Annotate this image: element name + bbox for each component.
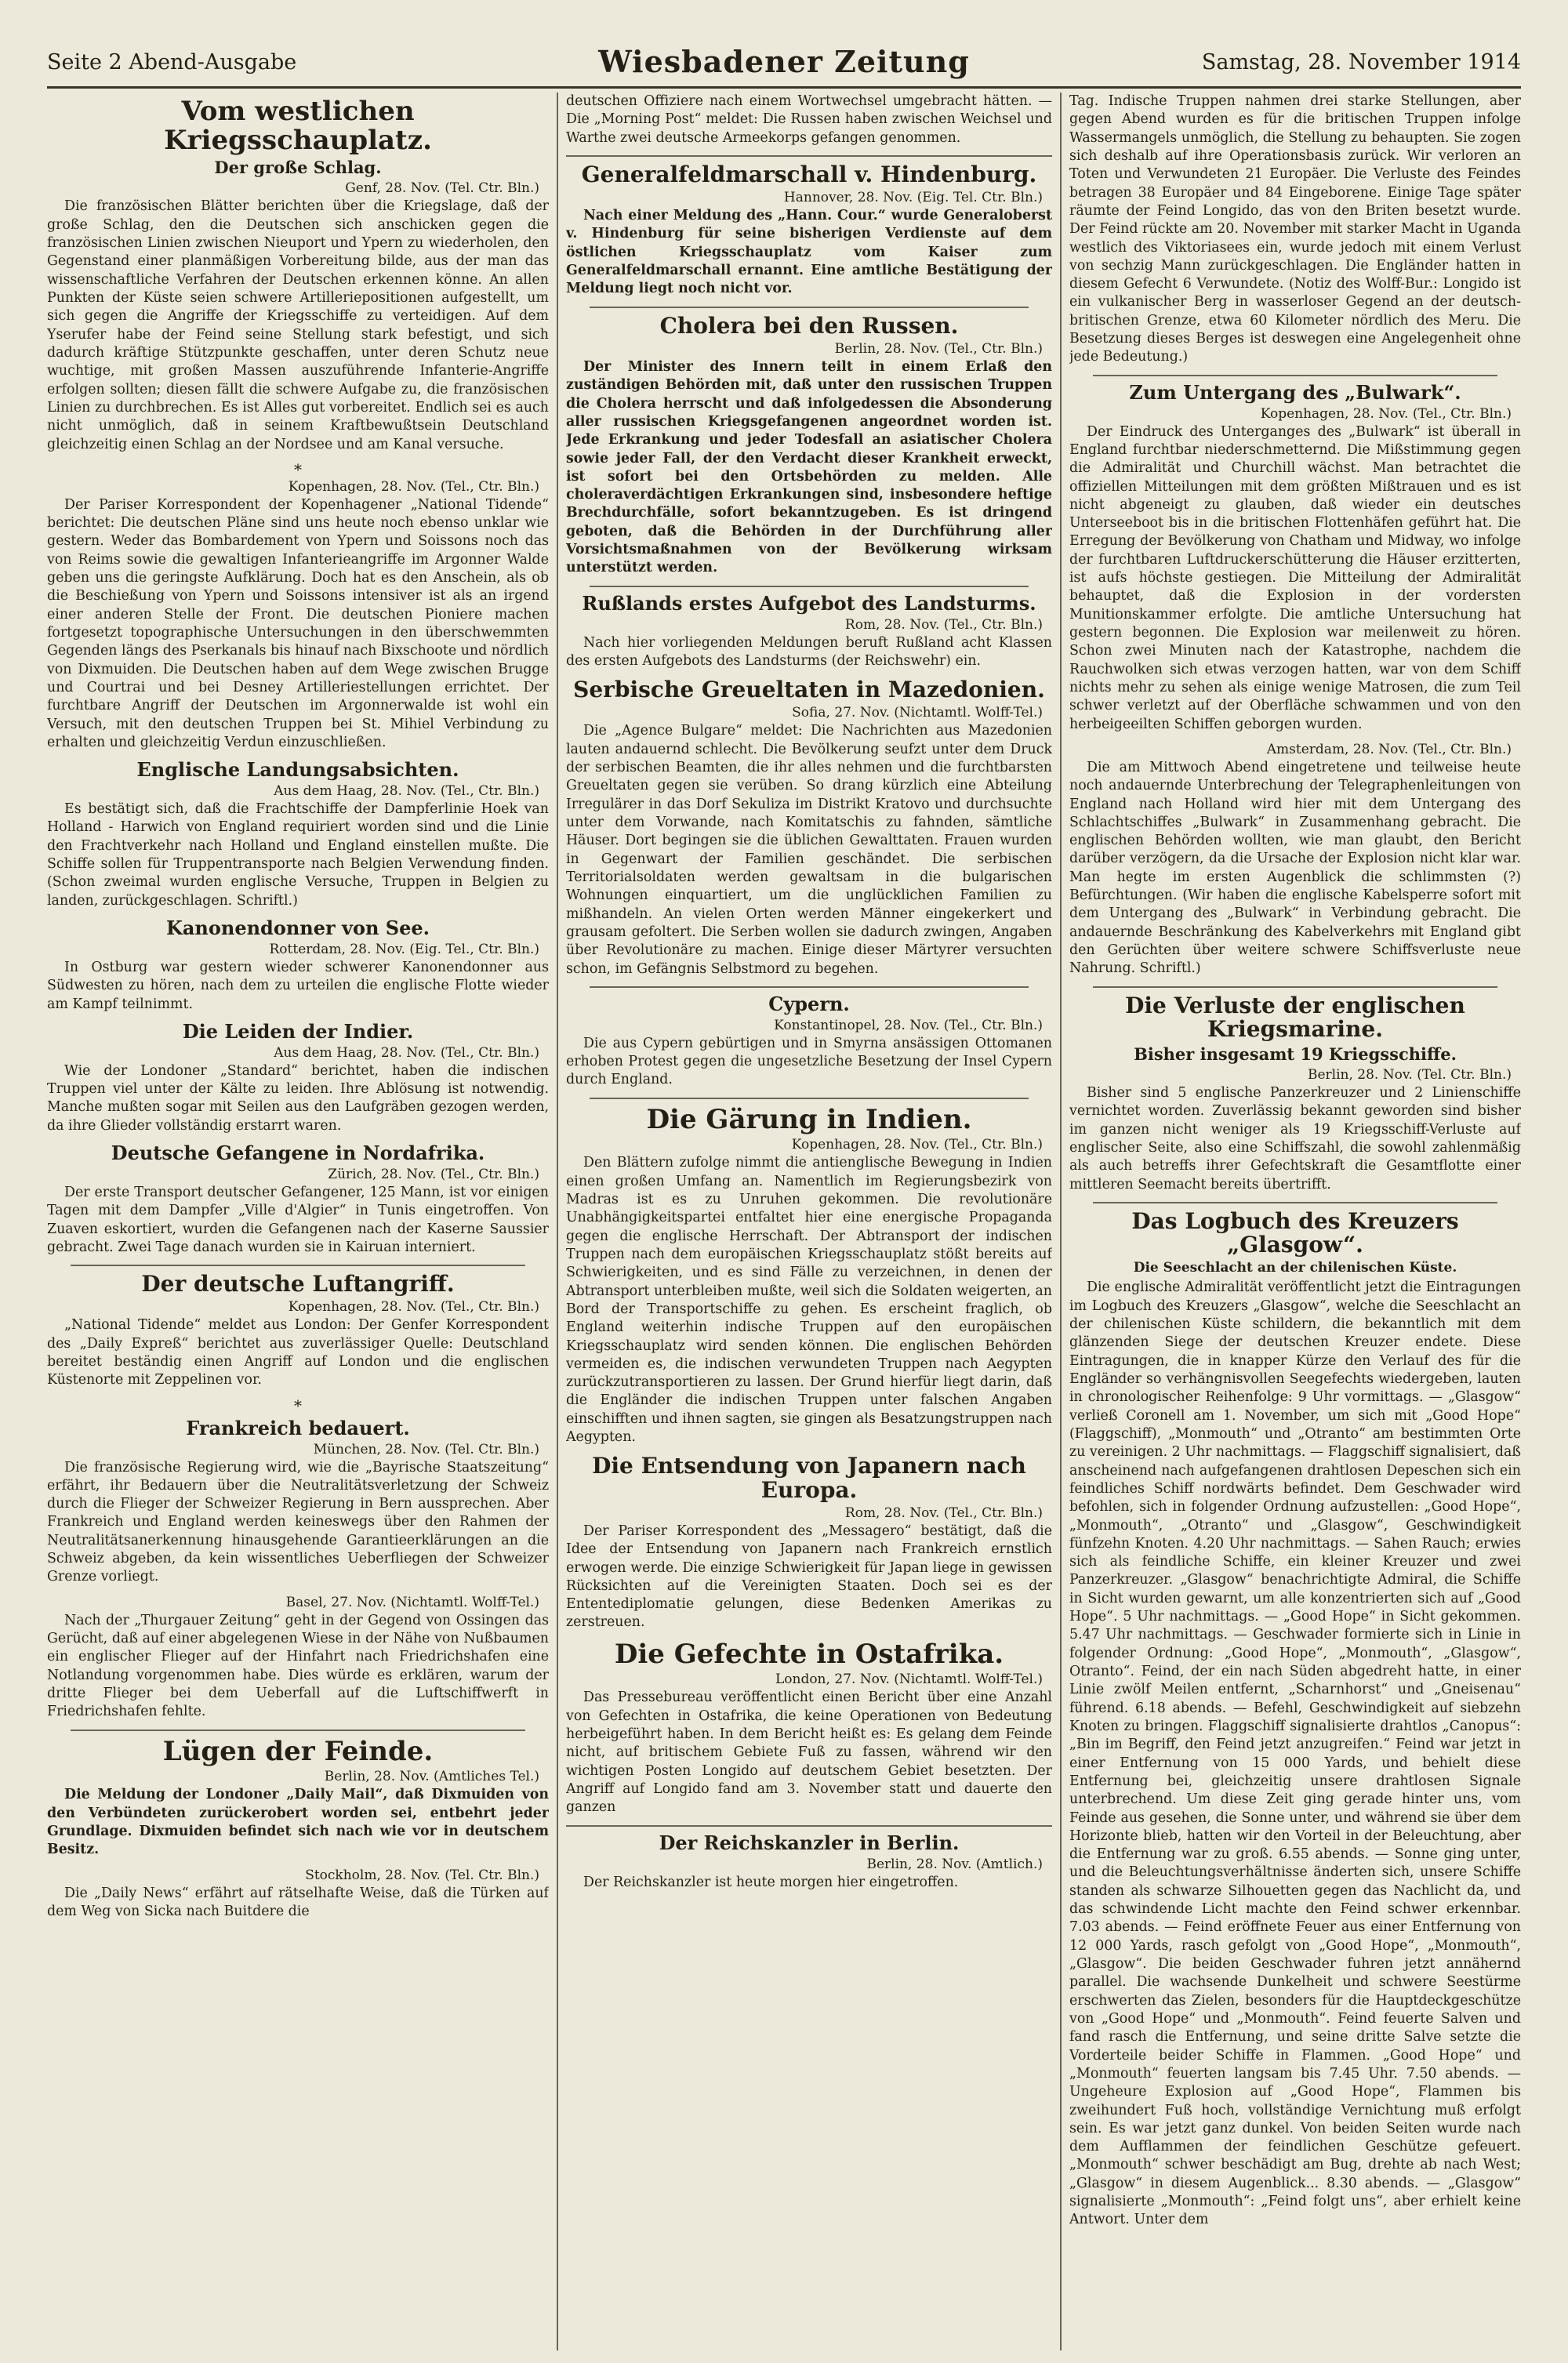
- article-dateline: Berlin, 28. Nov. (Amtliches Tel.): [324, 1769, 539, 1785]
- article-westlicher-kriegsschauplatz: [47, 97, 549, 454]
- article-body: Nach einer Meldung des „Hann. Cour.“ wurde Generaloberst v. Hindenburg für seine bisherigen Verdienste auf dem östlichen Kriegsschauplatz vom Kaiser zum Generalfeldmarschall ernannt. Eine amtliche Bestätigung der Meldung liegt noch nicht vor.: [566, 208, 1052, 297]
- article-headline: Deutsche Gefangene in Nordafrika.: [111, 1141, 485, 1164]
- column-3: [1069, 93, 1521, 2350]
- article-dateline: Stockholm, 28. Nov. (Tel. Ctr. Bln.): [305, 1867, 539, 1883]
- article-dateline: Basel, 27. Nov. (Nichtamtl. Wolff-Tel.): [285, 1594, 539, 1610]
- article-landsturm: [566, 593, 1052, 671]
- article-divider: [1093, 986, 1497, 988]
- article-body: Den Blättern zufolge nimmt die antienglische Bewegung in Indien einen großen Umfang an. Namentlich im Regierungsbezirk von Madras ist es zu Unruhen gekommen. Die revolutionäre Unabhängigkeitspartei entfaltet hier eine energische Propaganda gegen die englische Herrschaft. Der Abtransport der indischen Truppen nach dem europäischen Kriegsschauplatz stößt bereits auf Schwierigkeiten, und es sind Fälle zu verzeichnen, in denen der Abtransport unterbleiben mußte, weil sich die Soldaten weigerten, an Bord der Transportschiffe zu gehen. Es erscheint fraglich, ob England weiterhin indische Truppen auf den europäischen Kriegsschauplatz wird senden können. Die englischen Behörden vermeiden es, die indischen verwundeten Truppen nach Aegypten zurückzutransportieren zu lassen. Der Grund hierfür liegt darin, daß die Engländer die indischen Truppen unter falschen Angaben einschifften und ihnen sagten, sie gingen als Besatzungstruppen nach Aegypten.: [566, 1155, 1052, 1446]
- section-star: *: [294, 459, 302, 479]
- article-cholera: [566, 314, 1052, 578]
- article-headline: Die Verluste der englischen Kriegsmarine.: [1125, 992, 1465, 1042]
- article-dateline: Konstantinopel, 28. Nov. (Tel., Ctr. Bln.): [774, 1017, 1043, 1033]
- article-body: Tag. Indische Truppen nahmen drei starke Stellungen, aber gegen Abend wurden es für die britischen Truppen infolge Wassermangels unmöglich, die Stellung zu behaupten. Sie zogen sich deshalb auf ihre Operationsbasis zurück. Wir verloren an Toten und Verwundeten 21 Europäer. Die Verluste des Feindes betragen 38 Europäer und 84 Eingeborene. Einige Tage später räumte der Feind Longido, das von den Briten besetzt wurde. Der Feind rückte am 20. November mit starker Macht in Uganda westlich des Viktoriasees ein, wurde jedoch mit einem Verlust von sechzig Mann zurückgeschlagen. Die Engländer hatten in diesem Gefecht 6 Verwundete. (Notiz des Wolff-Bur.: Longido ist ein vulkanischer Berg in wasserloser Gegend an der deutsch-britischen Grenze, etwa 60 Kilometer nördlich des Meru. Die Besetzung dieses Berges ist deswegen eine Angelegenheit ohne jede Bedeutung.): [1069, 93, 1521, 365]
- article-body: Bisher sind 5 englische Panzerkreuzer und 2 Linienschiffe vernichtet worden. Zuverlässig bekannt geworden sind bisher im ganzen nicht weniger als 19 Kriegsschiff-Verluste auf englischer Seite, also eine Schiffszahl, die sowohl zahlenmäßig als auch betreffs ihrer Gefechtskraft die Gesamtflotte einer mittleren Seemacht bereits übertrifft.: [1069, 1085, 1521, 1192]
- article-dateline: Berlin, 28. Nov. (Tel., Ctr. Bln.): [834, 340, 1043, 357]
- article-headline: Der deutsche Luftangriff.: [141, 1271, 455, 1298]
- article-divider: [71, 1265, 525, 1266]
- article-subheadline: Die Seeschlacht an der chilenischen Küste.: [1133, 1260, 1457, 1276]
- article-divider: [1093, 375, 1497, 376]
- article-headline: Der Reichskanzler in Berlin.: [659, 1831, 960, 1854]
- article-headline: Serbische Greueltaten in Mazedonien.: [573, 677, 1045, 703]
- article-dateline: Zürich, 28. Nov. (Tel., Ctr. Bln.): [328, 1166, 539, 1182]
- article-headline: Rußlands erstes Aufgebot des Landsturms.: [582, 591, 1036, 615]
- article-dateline: Kopenhagen, 28. Nov. (Tel., Ctr. Bln.): [288, 478, 539, 495]
- article-subheadline: Bisher insgesamt 19 Kriegsschiffe.: [1134, 1044, 1457, 1065]
- article-dateline: Aus dem Haag, 28. Nov. (Tel., Ctr. Bln.): [274, 783, 539, 800]
- article-headline: Vom westlichen Kriegsschauplatz.: [164, 96, 432, 156]
- article-divider: [566, 155, 1052, 157]
- article-basel: [47, 1595, 549, 1722]
- section-star: *: [294, 1396, 302, 1415]
- article-dateline: Kopenhagen, 28. Nov. (Tel., Ctr. Bln.): [288, 1299, 539, 1316]
- article-logbuch-glasgow: [1069, 1210, 1521, 2230]
- article-serbische-greueltaten: [566, 678, 1052, 978]
- article-cypern: [566, 994, 1052, 1090]
- article-body: Die „Daily News“ erfährt auf rätselhafte Weise, daß die Türken auf dem Weg von Sicka nach Buitdere die: [47, 1885, 549, 1919]
- article-hindenburg: [566, 163, 1052, 299]
- page-number-edition: Seite 2 Abend-Ausgabe: [47, 50, 297, 74]
- article-untergang-bulwark: [1069, 380, 1521, 734]
- article-dateline: Berlin, 28. Nov. (Amtlich.): [866, 1856, 1043, 1872]
- issue-date: Samstag, 28. November 1914: [1201, 50, 1521, 74]
- article-divider: [1093, 1202, 1497, 1203]
- article-verluste-kriegsmarine: [1069, 994, 1521, 1194]
- column-separator: [1060, 93, 1062, 2350]
- article-body: Die am Mittwoch Abend eingetretene und teilweise heute noch andauernde Unterbrechung der Telegraphenleitungen von England nach Holland wird hier mit dem Untergang des Schlachtschiffes „Bulwark“ in Zusammenhang gebracht. Die englischen Behörden wollten, wie man glaubt, den Bericht darüber verzögern, da die Ursache der Explosion nicht klar war. Man hegte im ersten Augenblick die schlimmsten (?) Befürchtungen. (Wir haben die englische Kabelsperre sofort mit dem Untergang des „Bulwark“ in Verbindung gebracht. Die andauernde Beschränkung des Kabelverkehrs mit England gibt den Gerüchten über weitere schwere Schiffsverluste neue Nahrung. Schriftl.): [1069, 759, 1521, 977]
- article-dateline: Sofia, 27. Nov. (Nichtamtl. Wolff-Tel.): [792, 705, 1043, 721]
- article-headline: Zum Untergang des „Bulwark“.: [1129, 380, 1461, 404]
- article-reichskanzler: [566, 1833, 1052, 1892]
- article-body: Die Meldung der Londoner „Daily Mail“, daß Dixmuiden von den Verbündeten zurückerobert worden sei, entbehrt jeder Grundlage. Dixmuiden befindet sich nach wie vor in deutschem Besitz.: [47, 1787, 549, 1858]
- article-frankreich-bedauert: [47, 1418, 549, 1587]
- column-separator: [557, 93, 558, 2350]
- article-divider: [566, 1825, 1052, 1827]
- page-header: [47, 44, 1521, 83]
- article-dateline: Aus dem Haag, 28. Nov. (Tel., Ctr. Bln.): [274, 1044, 539, 1061]
- article-dateline: München, 28. Nov. (Tel. Ctr. Bln.): [313, 1441, 539, 1457]
- article-body: Der Pariser Korrespondent der Kopenhagener „National Tidende“ berichtet: Die deutschen Pläne sind uns heute noch ebenso unklar wie gestern. Weder das Bombardement von Ypern und Soissons noch das von Reims sowie die gewaltigen Infanterieangriffe im Argonner Walde geben uns die geringste Aufklärung. Doch hat es den Anschein, als ob die Beschießung von Ypern und Soissons intensiver ist als an irgend einer anderen Stelle der Front. Die deutschen Pioniere machen fortgesetzt topographische Untersuchungen in den überschwemmten Gegenden längs des Pserkanals bis hinauf nach Bixschoote und nördlich von Dixmuiden. Die Deutschen haben auf dem Wege zwischen Brugge und Courtrai und bei Desney Artilleriestellungen errichtet. Der furchtbare Angriff der Deutschen im Argonnerwalde ist wohl ein Versuch, mit den deutschen Truppen bei St. Mihiel Verbindung zu erhalten und gleichzeitig Verdun einzuschließen.: [47, 496, 549, 750]
- article-headline: Die Gärung in Indien.: [646, 1103, 972, 1135]
- article-body: Der Reichskanzler ist heute morgen hier eingetroffen.: [583, 1874, 959, 1890]
- column-1: [47, 93, 549, 2350]
- article-body: Nach der „Thurgauer Zeitung“ geht in der Gegend von Ossingen das Gerücht, daß auf einer abgelegenen Wiese in der Nähe von Nußbaumen ein englischer Flieger auf der Hinfahrt nach Friedrichshafen eine Notlandung vorgenommen habe. Dies würde es erklären, warum der dritte Flieger bei dem Ueberfall auf die Luftschiffwerft in Friedrichshafen fehlte.: [47, 1612, 549, 1720]
- header-rule: [47, 86, 1521, 89]
- article-body: deutschen Offiziere nach einem Wortwechsel umgebracht hätten. — Die „Morning Post“ meldet: Die Russen haben zwischen Weichsel und Warthe zwei deutsche Armeekorps gefangen genommen.: [566, 93, 1052, 146]
- article-kanonendonner: [47, 918, 549, 1014]
- article-headline: Cholera bei den Russen.: [659, 312, 959, 339]
- article-englische-landungsabsichten: [47, 760, 549, 910]
- article-dateline: Berlin, 28. Nov. (Tel. Ctr. Bln.): [1307, 1067, 1512, 1083]
- article-body: Nach hier vorliegenden Meldungen beruft Rußland acht Klassen des ersten Aufgebots des Landsturms (der Reichswehr) ein.: [566, 634, 1052, 669]
- article-divider: [590, 986, 1029, 988]
- article-luegen-der-feinde: [47, 1737, 549, 1860]
- column-2: [566, 93, 1052, 2350]
- article-body: Der Eindruck des Unterganges des „Bulwark“ ist überall in England furchtbar niederschmetternd. Die Mißstimmung gegen die Admiralität und Churchill wächst. Man betrachtet die offiziellen Mitteilungen mit dem größten Mißtrauen und es ist nicht abgeneigt zu glauben, daß wieder ein deutsches Unterseeboot bis in die britischen Flottenhäfen geführt hat. Die Erregung der Bevölkerung von Chatham und Midway, wo infolge der furchtbaren Luftdruckerschütterung die Häuser erzitterten, ist aufs höchste gestiegen. Die Mitteilung der Admiralität behauptet, daß die Explosion in der vordersten Munitionskammer erfolgte. Die amtliche Untersuchung hat gestern begonnen. Die Explosion war meilenweit zu hören. Schon zwei Minuten nach der Katastrophe, nachdem die Rauchwolken sich etwas verzogen hatten, war von dem Schiff nichts mehr zu sehen als einige wenige Matrosen, die zum Teil schwer verletzt auf der Oberfläche schwammen und von den herbeigeeilten Schiffen geborgen wurden.: [1069, 423, 1521, 732]
- article-body: In Ostburg war gestern wieder schwerer Kanonendonner aus Südwesten zu hören, nach dem zu urteilen die englische Flotte wieder am Kampf teilnimmt.: [47, 959, 549, 1012]
- article-luftangriff: [47, 1272, 549, 1389]
- article-stockholm: [47, 1868, 549, 1922]
- article-headline: Die Leiden der Indier.: [182, 1019, 414, 1043]
- article-body: Die aus Cypern gebürtigen und in Smyrna ansässigen Ottomanen erhoben Protest gegen die ungesetzliche Besetzung der Insel Cypern durch England.: [566, 1035, 1052, 1088]
- article-amsterdam-bulwark: [1069, 742, 1521, 978]
- article-body: Der Minister des Innern teilt in einem Erlaß den zuständigen Behörden mit, daß unter den russischen Truppen die Cholera herrscht und daß infolgedessen die Absonderung aller russischen Kriegsgefangenen angeordnet worden ist. Jede Erkrankung und jeder Todesfall an asiatischer Cholera sowie jeder Fall, der den Verdacht dieser Krankheit erweckt, ist sofort bei den Ortsbehörden zu melden. Alle choleraverdächtigen Erkrankungen sind, insbesondere heftige Brechdurchfälle, sofort bekanntzugeben. Es ist dringend geboten, daß die Behörden in der Durchführung aller Vorsichtsmaßnahmen von der Bevölkerung wirksam unterstützt werden.: [566, 358, 1052, 576]
- article-dateline: Rom, 28. Nov. (Tel., Ctr. Bln.): [844, 616, 1043, 633]
- article-divider: [590, 307, 1029, 308]
- article-japaner-europa: [566, 1454, 1052, 1632]
- article-body: Wie der Londoner „Standard“ berichtet, haben die indischen Truppen viel unter der Kälte zu leiden. Ihre Ablösung ist notwendig. Manche mußten sogar mit Seilen aus den Laufgräben gezogen werden, da ihre Glieder vollständig erstarrt waren.: [47, 1062, 549, 1134]
- article-gefangene-nordafrika: [47, 1143, 549, 1257]
- article-dateline: Kopenhagen, 28. Nov. (Tel., Ctr. Bln.): [791, 1137, 1043, 1153]
- article-dateline: Amsterdam, 28. Nov. (Tel., Ctr. Bln.): [1266, 741, 1512, 757]
- article-divider: [71, 1730, 525, 1731]
- article-body: Das Pressebureau veröffentlicht einen Bericht über eine Anzahl von Gefechten in Ostafrika, die keine Operationen von Bedeutung herbeigeführt haben. In dem Bericht heißt es: Es gelang dem Feinde nicht, auf britischem Gebiete Fuß zu fassen, während wir den wichtigen Posten Longido auf deutschem Gebiet besetzten. Der Angriff auf Longido fand am 3. November statt und dauerte den ganzen: [566, 1690, 1052, 1816]
- article-body: Der erste Transport deutscher Gefangener, 125 Mann, ist vor einigen Tagen mit dem Dampfer „Ville d'Algier“ in Tunis eingetroffen. Von Zuaven eskortiert, wurden die Gefangenen nach der Kaserne Saussier gebracht. Zwei Tage danach wurden sie in Kairuan interniert.: [47, 1184, 549, 1255]
- article-kopenhagen-westfront: [47, 479, 549, 752]
- article-dateline: Rotterdam, 28. Nov. (Eig. Tel., Ctr. Bln.): [269, 941, 539, 957]
- article-body: Die französische Regierung wird, wie die „Bayrische Staatszeitung“ erfährt, ihr Bedauern über die Neutralitätsverletzung der Schweiz durch die Flieger der Schweizer Regierung in Bern aussprechen. Aber Frankreich und England werden keineswegs über den Rahmen der Neutralitätsanerkennung hinausgehende Garantieerklärungen an die Schweiz abgeben, da kein wissentliches Ueberfliegen der Schweizer Grenze vorliegt.: [47, 1459, 549, 1585]
- article-body: Die französischen Blätter berichten über die Kriegslage, daß der große Schlag, den die Deutschen sich anschicken gegen die französischen Linien zwischen Nieuport und Ypern zu wiederholen, den Gegenstand einer planmäßigen Vorbereitung bilde, aus der man das wissenschaftliche Verfahren der Deutschen erkennen könne. An allen Punkten der Küste seien schwere Artilleriepositionen aufgestellt, um sich gegen die Angriffe der Kriegsschiffe zu verteidigen. Auf dem Yserufer habe der Feind seine Stellung stark befestigt, und sich dadurch kräftige Stützpunkte geschaffen, unter deren Schutz neue wuchtige, mit großen Massen auszuführende Infanterie-Angriffe erfolgen sollten; diesen fällt die schwere Aufgabe zu, die französischen Linien zu durchbrechen. Es ist Alles gut vorbereitet. Endlich sei es auch nicht unmöglich, daß in seinem Kraftbewußtsein Deutschland gleichzeitig einen Schlag an der Nordsee und am Kanal versuche.: [47, 198, 549, 452]
- article-headline: Cypern.: [768, 992, 850, 1015]
- article-headline: Das Logbuch des Kreuzers „Glasgow“.: [1131, 1208, 1459, 1258]
- article-continuation: [566, 93, 1052, 147]
- article-dateline: Hannover, 28. Nov. (Eig. Tel. Ctr. Bln.): [783, 190, 1043, 206]
- article-headline: Die Gefechte in Ostafrika.: [614, 1638, 1004, 1670]
- masthead-title: Wiesbadener Zeitung: [598, 44, 970, 79]
- article-dateline: London, 27. Nov. (Nichtamtl. Wolff-Tel.): [775, 1672, 1043, 1688]
- article-headline: Generalfeldmarschall v. Hindenburg.: [581, 161, 1037, 187]
- article-gefechte-ostafrika: [566, 1640, 1052, 1817]
- article-headline: Englische Landungsabsichten.: [136, 758, 459, 782]
- article-body: „National Tidende“ meldet aus London: Der Genfer Korrespondent des „Daily Expreß“ berichtet aus zuverlässiger Quelle: Deutschland bereitet beständig einen Angriff auf London und die englischen Küstenorte mit Zeppelinen vor.: [47, 1317, 549, 1388]
- article-divider: [590, 1098, 1029, 1099]
- article-body: Die „Agence Bulgare“ meldet: Die Nachrichten aus Mazedonien lauten andauernd schlecht. Die Bevölkerung seufzt unter dem Druck der serbischen Beamten, die ihr alles nehmen und die furchtbarsten Greueltaten gegen sie verüben. So drang kürzlich eine Abteilung Irregulärer in das Dorf Sekuliza im Distrikt Kratovo und durchsuchte unter dem Vorwande, nach Komitatschis zu fahnden, sämtliche Häuser. Dort begingen sie die üblichen Gewalttaten. Frauen wurden in Gegenwart der Familien geschändet. Die serbischen Territorialsoldaten werden gewaltsam in die bulgarischen Wohnungen einquartiert, um die unglücklichen Familien zu mißhandeln. An vielen Orten werden Männer eingekerkert und grausam gefoltert. Die Serben wollen sie dadurch zwingen, Angaben über Revolutionäre zu machen. Einige dieser Märtyrer versuchten schon, im Gefängnis Selbstmord zu begehen.: [566, 723, 1052, 977]
- article-body: Es bestätigt sich, daß die Frachtschiffe der Dampferlinie Hoek van Holland - Harwich von England requiriert worden sind und die Linie den Frachtverkehr nach Holland und England einstellen mußte. Die Schiffe sollen für Truppentransporte nach Belgien Verwendung finden. (Schon zweimal wurden englische Versuche, Truppen in Belgien zu landen, zurückgeschlagen. Schriftl.): [47, 801, 549, 909]
- article-body: Der Pariser Korrespondent des „Messagero“ bestätigt, daß die Idee der Entsendung von Japanern nach Frankreich ernstlich erwogen werde. Die einzige Schwierigkeit für Japan liege in gewissen Rücksichten auf die Vereinigten Staaten. Doch sei es der Ententediplomatie gelungen, diese Bedenken Amerikas zu zerstreuen.: [566, 1523, 1052, 1631]
- article-body: Die englische Admiralität veröffentlicht jetzt die Eintragungen im Logbuch des Kreuzers „Glasgow“, welche die Seeschlacht an der chilenischen Küste schildern, die bekanntlich mit dem glänzenden Siege der deutschen Kreuzer endete. Diese Eintragungen, die in knapper Kürze den Verlauf des für die Engländer so verhängnisvollen Seegefechts wiedergeben, lauten in chronologischer Reihenfolge: 9 Uhr vormittags. — „Glasgow“ verließ Coronell am 1. November, um sich mit „Good Hope“ (Flaggschiff), „Monmouth“ und „Otranto“ am bestimmten Orte zu vereinigen. 2 Uhr nachmittags. — Flaggschiff signalisiert, daß anscheinend nach aufgefangenen drahtlosen Depeschen sich ein feindliches Schiff nordwärts befindet. Dem Geschwader wird befohlen, sich in folgender Ordnung aufzustellen: „Good Hope“, „Monmouth“, „Otranto“ und „Glasgow“, Geschwindigkeit fünfzehn Knoten. 4.20 Uhr nachmittags. — Sahen Rauch; erwies sich als feindliche Schiffe, ein kleiner Kreuzer und zwei Panzerkreuzer. „Glasgow“ benachrichtigte Admiral, die Schiffe in Sicht wurden gewarnt, um alle konzentrierten sich auf „Good Hope“. 5 Uhr nachmittags. — „Good Hope“ in Sicht gekommen. 5.47 Uhr nachmittags. — Geschwader formierte sich in Linie in folgender Ordnung: „Good Hope“, „Monmouth“, „Glasgow“, Otranto“. Feind, der ein nach Süden abgedreht hatte, in einer Linie zwölf Meilen entfernt, „Scharnhorst“ und „Gneisenau“ führend. 6.18 abends. — Befehl, Geschwindigkeit auf siebzehn Knoten zu bringen. Flaggschiff signalisierte drahtlos „Canopus“: „Bin im Begriff, den Feind jetzt anzugreifen.“ Feind war jetzt in einer Entfernung von 15 000 Yards, und behielt diese Entfernung bei, gleichzeitig unsere drahtlosen Signale unterbrechend. Um diese Zeit ging gerade hinter uns, vom Feinde aus gesehen, die Sonne unter, und während sie über dem Horizonte blieb, hatten wir den Vorteil in der Beleuchtung, aber die Entfernung war zu groß. 6.55 abends. — Sonne ging unter, und die Beleuchtungsverhältnisse änderten sich, unsere Schiffe standen als schwarze Silhouetten gegen das Nachlicht da, und das schwindende Licht machte den Feind schwer erkennbar. 7.03 abends. — Feind eröffnete Feuer aus einer Entfernung von 12 000 Yards, rasch gefolgt von „Good Hope“, „Monmouth“, „Glasgow“. Die beiden Geschwader fuhren jetzt annähernd parallel. Die wachsende Dunkelheit und schwere Seestürme erschwerten das Zielen, besonders für die Hauptdeckgeschütze von „Good Hope“ und „Monmouth“. Feind feuerte Salven und fand rasch die Entfernung, und seine dritte Salve setzte die Vorderteile beider Schiffe in Flammen. „Good Hope“ und „Monmouth“ feuerten langsam bis 7.45 Uhr. 7.50 abends. — Ungeheure Explosion auf „Good Hope“, Flammen bis zweihundert Fuß hoch, vollständige Vernichtung muß erfolgt sein. Es war jetzt ganz dunkel. Von beiden Seiten wurde nach dem Aufflammen der feindlichen Geschütze gefeuert. „Monmouth“ schwer beschädigt am Bug, drehte ab nach West; „Glasgow“ in diesem Augenblick... 8.30 abends. — „Glasgow“ signalisierte „Monmouth“: „Feind folgt uns“, aber erhielt keine Antwort. Unter dem: [1069, 1280, 1521, 2228]
- article-headline: Frankreich bedauert.: [186, 1416, 410, 1439]
- article-headline: Lügen der Feinde.: [162, 1735, 434, 1767]
- article-leiden-der-indier: [47, 1019, 549, 1135]
- article-gaerung-indien: [566, 1105, 1052, 1447]
- article-headline: Kanonendonner von See.: [166, 916, 430, 939]
- article-divider: [590, 586, 1029, 587]
- article-subheadline: Der große Schlag.: [214, 158, 382, 178]
- article-headline: Die Entsendung von Japanern nach Europa.: [592, 1453, 1026, 1503]
- article-ostafrika-continuation: [1069, 93, 1521, 367]
- article-dateline: Rom, 28. Nov. (Tel., Ctr. Bln.): [844, 1505, 1043, 1521]
- article-dateline: Kopenhagen, 28. Nov. (Tel., Ctr. Bln.): [1260, 405, 1512, 422]
- article-dateline: Genf, 28. Nov. (Tel. Ctr. Bln.): [345, 180, 539, 197]
